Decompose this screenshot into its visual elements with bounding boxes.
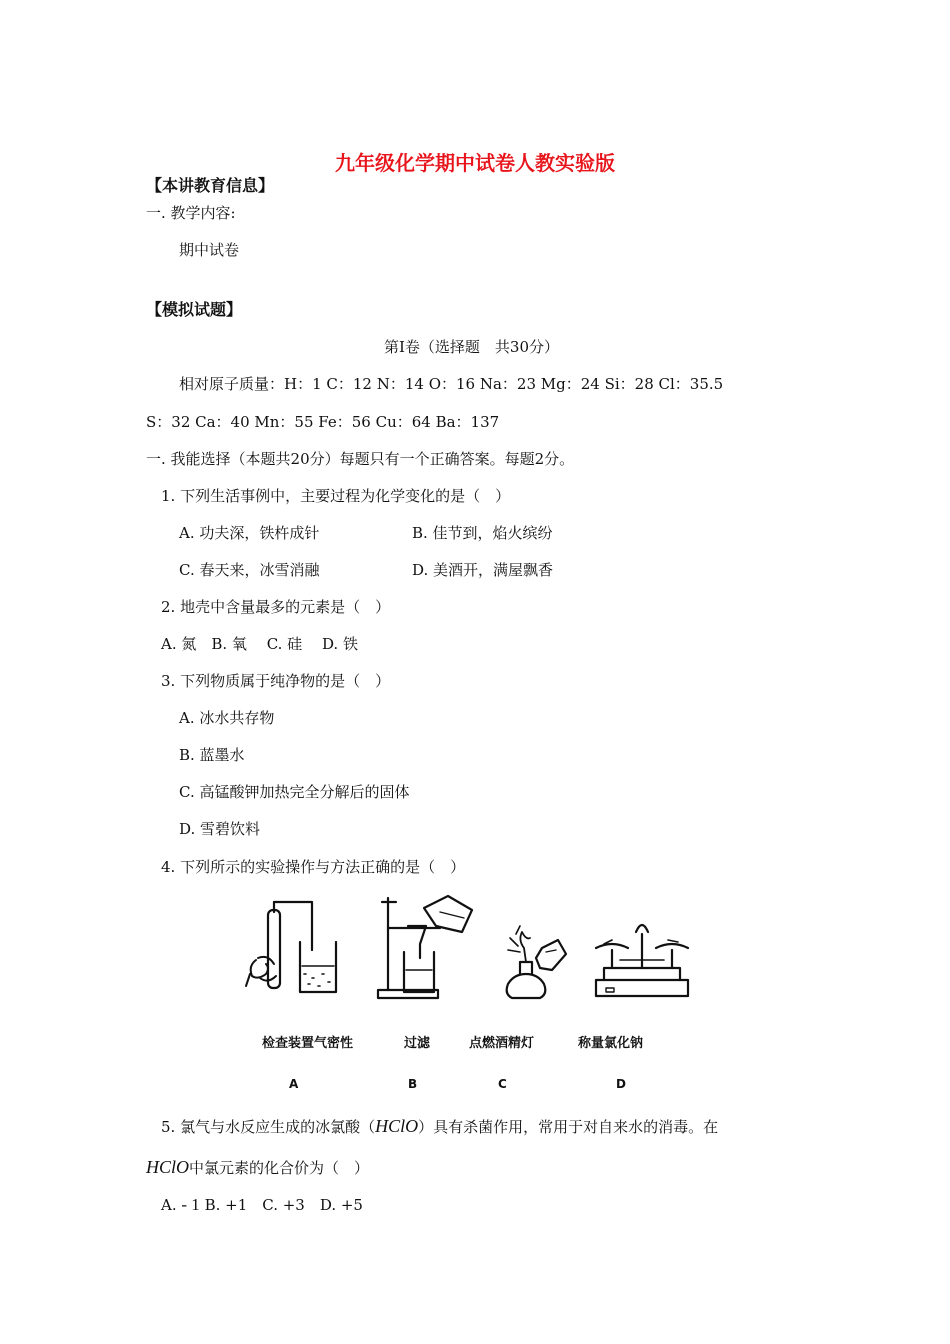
q2-stem: 2. 地壳中含量最多的元素是（ ）: [161, 598, 391, 616]
q3-option-c: C. 高锰酸钾加热完全分解后的固体: [179, 783, 410, 801]
q2-options: A. 氮 B. 氧 C. 硅 D. 铁: [161, 635, 358, 653]
q1-option-a: A. 功夫深，铁杵成针: [179, 524, 320, 542]
q3-option-b: B. 蓝墨水: [179, 746, 245, 764]
q5-option-a-value: - 1: [181, 1195, 200, 1214]
balance-scale-drawing: [596, 925, 688, 996]
q5-stem-line-1: [161, 1116, 718, 1137]
figure-letter-b: B: [408, 1077, 418, 1091]
part1-heading: 一. 我能选择（本题共20分）每题只有一个正确答案。每题2分。: [146, 450, 575, 468]
q1-option-b: B. 佳节到，焰火缤纷: [412, 524, 553, 542]
q5-stem-line-2: [146, 1157, 369, 1178]
figure-label-b: 过滤: [404, 1036, 431, 1051]
figure-label-a: 检查装置气密性: [262, 1036, 354, 1051]
figure-label-c: 点燃酒精灯: [469, 1036, 535, 1051]
q5-stem-part2: ）具有杀菌作用，常用于对自来水的消毒。在: [418, 1118, 719, 1136]
teaching-content-value: 期中试卷: [179, 241, 240, 259]
q5-option-a-prefix: A.: [161, 1196, 182, 1214]
q5-stem-line2-text: 中氯元素的化合价为（ ）: [189, 1159, 370, 1177]
page-title: 九年级化学期中试卷人教实验版: [335, 151, 615, 175]
filtration-drawing: [378, 896, 472, 998]
q1-option-c: C. 春天来，冰雪消融: [179, 561, 320, 579]
section-header-info: 【本讲教育信息】: [146, 176, 275, 195]
q1-stem: 1. 下列生活事例中，主要过程为化学变化的是（ ）: [161, 487, 511, 505]
volume-title: 第Ⅰ卷（选择题 共30分）: [384, 338, 560, 356]
lab-operations-figure: [240, 888, 720, 1013]
q3-stem: 3. 下列物质属于纯净物的是（ ）: [161, 672, 391, 690]
q3-option-d: D. 雪碧饮料: [179, 820, 261, 838]
figure-label-d: 称量氯化钠: [578, 1036, 644, 1051]
q5-options-rest: B. +1 C. +3 D. +5: [204, 1196, 363, 1214]
figure-letter-d: D: [616, 1077, 626, 1091]
hclo-formula: HClO: [375, 1116, 419, 1136]
hclo-formula-2: HClO: [146, 1157, 190, 1177]
q5-options: [161, 1195, 363, 1215]
q4-stem: 4. 下列所示的实验操作与方法正确的是（ ）: [161, 858, 466, 876]
q1-option-d: D. 美酒开，满屋飘香: [412, 561, 554, 579]
atomic-mass-line-1: 相对原子质量：H：1 C：12 N：14 O：16 Na：23 Mg：24 Si：28 Cl：35.5: [179, 375, 724, 393]
atomic-mass-line-2: S：32 Ca：40 Mn：55 Fe：56 Cu：64 Ba：137: [146, 413, 500, 431]
section-header-mock: 【模拟试题】: [146, 300, 243, 319]
figure-letter-c: C: [498, 1077, 507, 1091]
airtightness-check-drawing: [246, 902, 336, 992]
alcohol-lamp-drawing: [507, 926, 566, 998]
figure-letter-a: A: [289, 1077, 299, 1091]
q3-option-a: A. 冰水共存物: [179, 709, 275, 727]
q5-stem-part1: 5. 氯气与水反应生成的冰氯酸（: [161, 1118, 376, 1136]
teaching-content-label: 一. 教学内容:: [146, 204, 236, 222]
